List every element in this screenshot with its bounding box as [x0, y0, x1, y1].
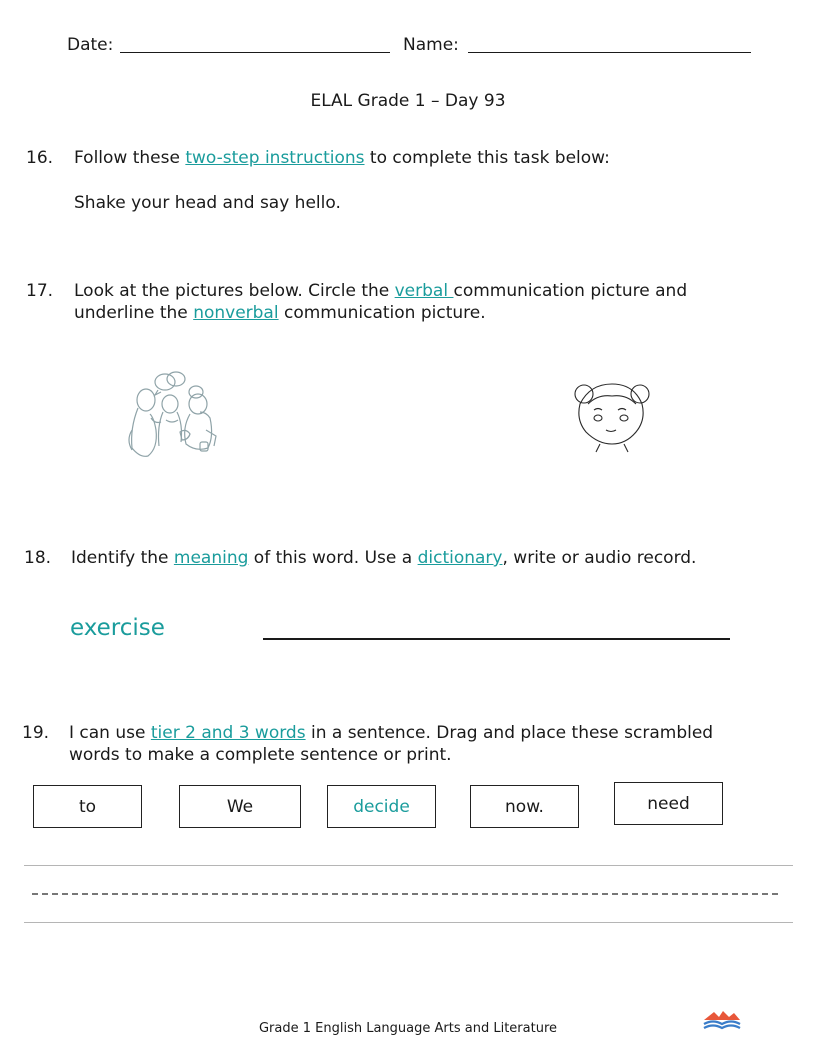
- name-field[interactable]: [468, 30, 751, 53]
- q18-pre: Identify the: [71, 548, 174, 568]
- meaning-answer-line[interactable]: [263, 614, 730, 640]
- dictionary-link[interactable]: dictionary: [417, 548, 503, 568]
- q17-line1-post: communication picture and: [453, 281, 688, 301]
- writing-bottom-line[interactable]: [24, 922, 793, 923]
- tier-words-link[interactable]: tier 2 and 3 words: [150, 723, 306, 743]
- q16-post: to complete this task below:: [364, 148, 610, 168]
- date-field[interactable]: [120, 30, 390, 53]
- girl-face-sketch-icon: [570, 374, 654, 454]
- nonverbal-link[interactable]: nonverbal: [193, 303, 279, 323]
- q17-line1-pre: Look at the pictures below. Circle the: [74, 281, 395, 301]
- question-16-task: Shake your head and say hello.: [74, 193, 341, 213]
- question-19-line2: words to make a complete sentence or print.: [69, 745, 452, 765]
- page-title: ELAL Grade 1 – Day 93: [310, 91, 506, 111]
- writing-top-line: [24, 865, 793, 866]
- word-text: now.: [505, 796, 544, 817]
- word-box-we[interactable]: [179, 785, 301, 828]
- word-box-to[interactable]: [33, 785, 142, 828]
- vocabulary-word: exercise: [70, 615, 165, 641]
- word-text: to: [78, 796, 97, 817]
- word-box-now[interactable]: [470, 785, 579, 828]
- question-17-number: 17.: [26, 281, 54, 301]
- q18-mid: of this word. Use a: [248, 548, 418, 568]
- date-label: Date:: [67, 35, 114, 55]
- question-18-text: [71, 547, 696, 569]
- two-step-instructions-link[interactable]: two-step instructions: [185, 148, 365, 168]
- q19-line1-post: in a sentence. Drag and place these scrambled: [305, 723, 714, 743]
- question-18-number: 18.: [24, 548, 52, 568]
- word-text: need: [647, 793, 690, 814]
- word-text: We: [226, 796, 254, 817]
- question-17-line2: [74, 302, 486, 324]
- question-19-line1: [69, 722, 713, 744]
- word-box-need[interactable]: [614, 782, 723, 825]
- group-talking-image[interactable]: [118, 370, 228, 462]
- meaning-link[interactable]: meaning: [173, 548, 249, 568]
- verbal-link[interactable]: verbal: [394, 281, 454, 301]
- book-logo-icon: [702, 1006, 742, 1032]
- writing-mid-dashed-line: [32, 893, 778, 895]
- question-19-number: 19.: [22, 723, 50, 743]
- q16-pre: Follow these: [74, 148, 186, 168]
- question-16-text: [74, 147, 610, 169]
- girl-face-image[interactable]: [570, 374, 654, 454]
- q18-post: , write or audio record.: [502, 548, 697, 568]
- q17-line2-post: communication picture.: [278, 303, 486, 323]
- word-box-decide[interactable]: [327, 785, 436, 828]
- question-17-line1: [74, 280, 687, 302]
- q17-line2-pre: underline the: [74, 303, 194, 323]
- word-text: decide: [353, 796, 410, 817]
- question-16-number: 16.: [26, 148, 54, 168]
- q19-line1-pre: I can use: [69, 723, 151, 743]
- footer-text: Grade 1 English Language Arts and Literature: [258, 1021, 558, 1036]
- group-talking-sketch-icon: [118, 370, 228, 462]
- name-label: Name:: [403, 35, 459, 55]
